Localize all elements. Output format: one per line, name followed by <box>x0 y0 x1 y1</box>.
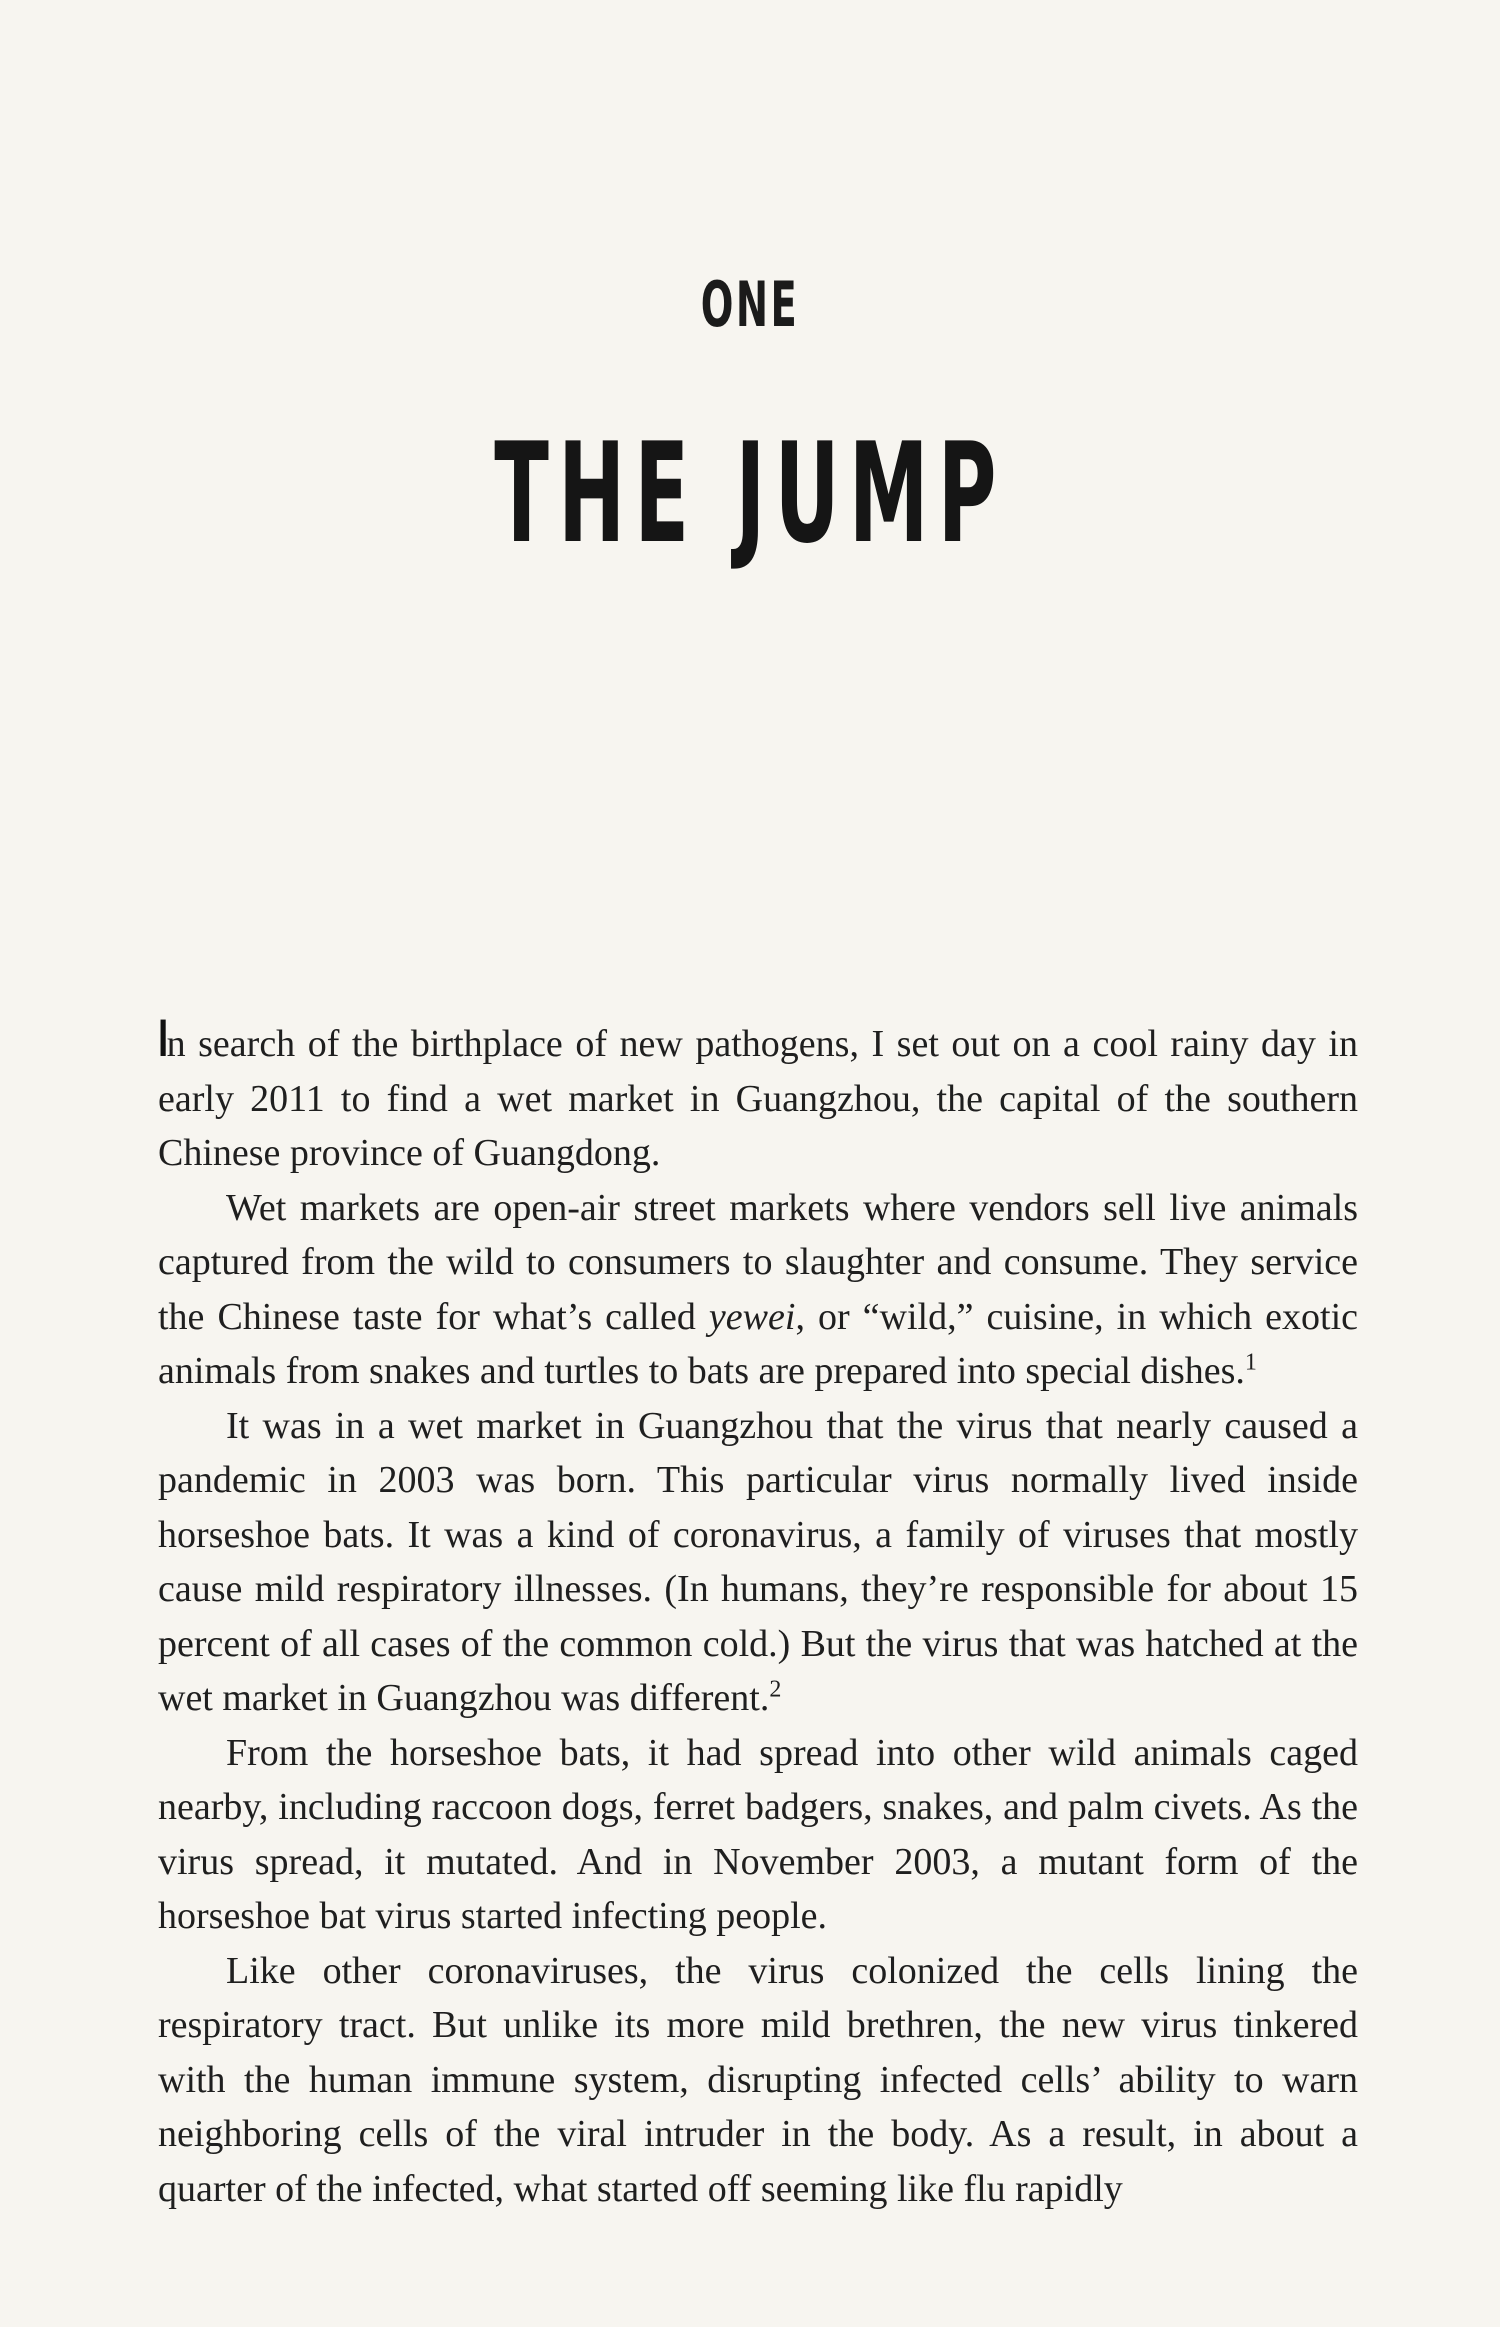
paragraph-5 <box>158 1944 1358 2217</box>
drop-cap: I <box>158 1010 169 1068</box>
paragraph-3-text: It was in a wet market in Guangzhou that the virus that nearly caused a pandemic in 2003 was born. This particular virus normally lived inside horseshoe bats. It was a kind of coronavirus, a family of viruses that mostly cause mild respiratory illnesses. (In humans, they’re responsible for about 15 percent of all cases of the common cold.) But the virus that was hatched at the wet market in Guangzhou was different. <box>158 1404 1358 1719</box>
paragraph-3 <box>158 1399 1358 1726</box>
paragraph-2-text-after: , or “wild,” cuisine, in which exotic animals from snakes and turtles to bats are prepared into special dishes. <box>158 1295 1358 1392</box>
footnote-marker-2[interactable]: 2 <box>769 1676 782 1703</box>
body-text <box>158 1012 1358 2216</box>
paragraph-4 <box>158 1726 1358 1944</box>
paragraph-2-text-before: Wet markets are open-air street markets where vendors sell live animals captured from the wild to consumers to slaughter and consume. They service the Chinese taste for what’s called <box>158 1186 1358 1338</box>
chapter-title: THE JUMP <box>494 413 1006 574</box>
paragraph-5-text: Like other coronaviruses, the virus colonized the cells lining the respiratory tract. But unlike its more mild brethren, the new virus tinkered with the human immune system, disrupting infected cells’ ability to warn neighboring cells of the viral intruder in the body. As a result, in about a quarter of the infected, what started off seeming like flu rapidly <box>158 1949 1358 2210</box>
paragraph-2 <box>158 1181 1358 1399</box>
paragraph-2-emphasis: yewei <box>708 1295 796 1338</box>
paragraph-1-text: n search of the birthplace of new pathogens, I set out on a cool rainy day in early 2011 to find a wet market in Guangzhou, the capital of the southern Chinese province of Guangdong. <box>158 1023 1358 1174</box>
paragraph-1 <box>158 1012 1358 1181</box>
paragraph-4-text: From the horseshoe bats, it had spread into other wild animals caged nearby, including raccoon dogs, ferret badgers, snakes, and palm civets. As the virus spread, it mutated. And in November 2003, a mutant form of the horseshoe bat virus started infecting people. <box>158 1731 1358 1937</box>
chapter-number: ONE <box>700 268 800 341</box>
footnote-marker-1[interactable]: 1 <box>1244 1349 1257 1376</box>
